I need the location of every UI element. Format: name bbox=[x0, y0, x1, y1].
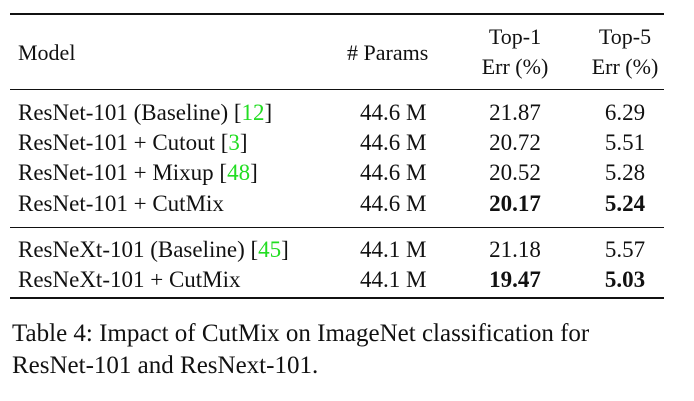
row-top1: 21.87 bbox=[489, 100, 541, 125]
row-top1: 19.47 bbox=[489, 267, 541, 292]
header-rule bbox=[10, 89, 664, 90]
caption-line-1: Table 4: Impact of CutMix on ImageNet classification for bbox=[12, 320, 590, 347]
row-params: 44.1 M bbox=[360, 237, 427, 262]
header-params: # Params bbox=[347, 40, 429, 65]
row-top1: 20.52 bbox=[489, 160, 541, 185]
header-top5 bbox=[580, 22, 670, 82]
header-model: Model bbox=[18, 40, 76, 65]
header-top5-line1: Top-5 bbox=[598, 24, 652, 49]
citation-link[interactable]: 45 bbox=[258, 237, 282, 262]
group-rule bbox=[10, 227, 664, 228]
row-top5: 5.51 bbox=[604, 130, 646, 155]
row-model: ResNeXt-101 + CutMix bbox=[18, 267, 241, 292]
row-top1: 20.17 bbox=[489, 191, 541, 216]
row-top1: 20.72 bbox=[489, 130, 541, 155]
row-params: 44.1 M bbox=[360, 267, 427, 292]
table-bottom-rule bbox=[10, 297, 664, 299]
row-top5: 5.28 bbox=[604, 160, 646, 185]
header-top1 bbox=[470, 22, 560, 82]
row-top5: 5.57 bbox=[604, 237, 646, 262]
row-model: ResNet-101 + Mixup [48] bbox=[18, 160, 258, 185]
row-top5: 5.24 bbox=[604, 191, 646, 216]
header-top1-line2: Err (%) bbox=[481, 54, 549, 79]
table-caption bbox=[12, 318, 684, 382]
row-model: ResNet-101 (Baseline) [12] bbox=[18, 100, 273, 125]
row-params: 44.6 M bbox=[360, 130, 427, 155]
row-top5: 5.03 bbox=[604, 267, 646, 292]
row-top5: 6.29 bbox=[604, 100, 646, 125]
header-top5-line2: Err (%) bbox=[591, 54, 659, 79]
citation-link[interactable]: 48 bbox=[227, 160, 251, 185]
row-top1: 21.18 bbox=[489, 237, 541, 262]
header-top1-line1: Top-1 bbox=[488, 24, 542, 49]
caption-line-2: ResNet-101 and ResNext-101. bbox=[12, 352, 319, 379]
row-model: ResNet-101 + Cutout [3] bbox=[18, 130, 248, 155]
row-params: 44.6 M bbox=[360, 191, 427, 216]
row-params: 44.6 M bbox=[360, 100, 427, 125]
row-params: 44.6 M bbox=[360, 160, 427, 185]
row-model: ResNeXt-101 (Baseline) [45] bbox=[18, 237, 289, 262]
row-model: ResNet-101 + CutMix bbox=[18, 191, 224, 216]
citation-link[interactable]: 3 bbox=[228, 130, 240, 155]
citation-link[interactable]: 12 bbox=[241, 100, 265, 125]
table-top-rule bbox=[10, 13, 664, 15]
